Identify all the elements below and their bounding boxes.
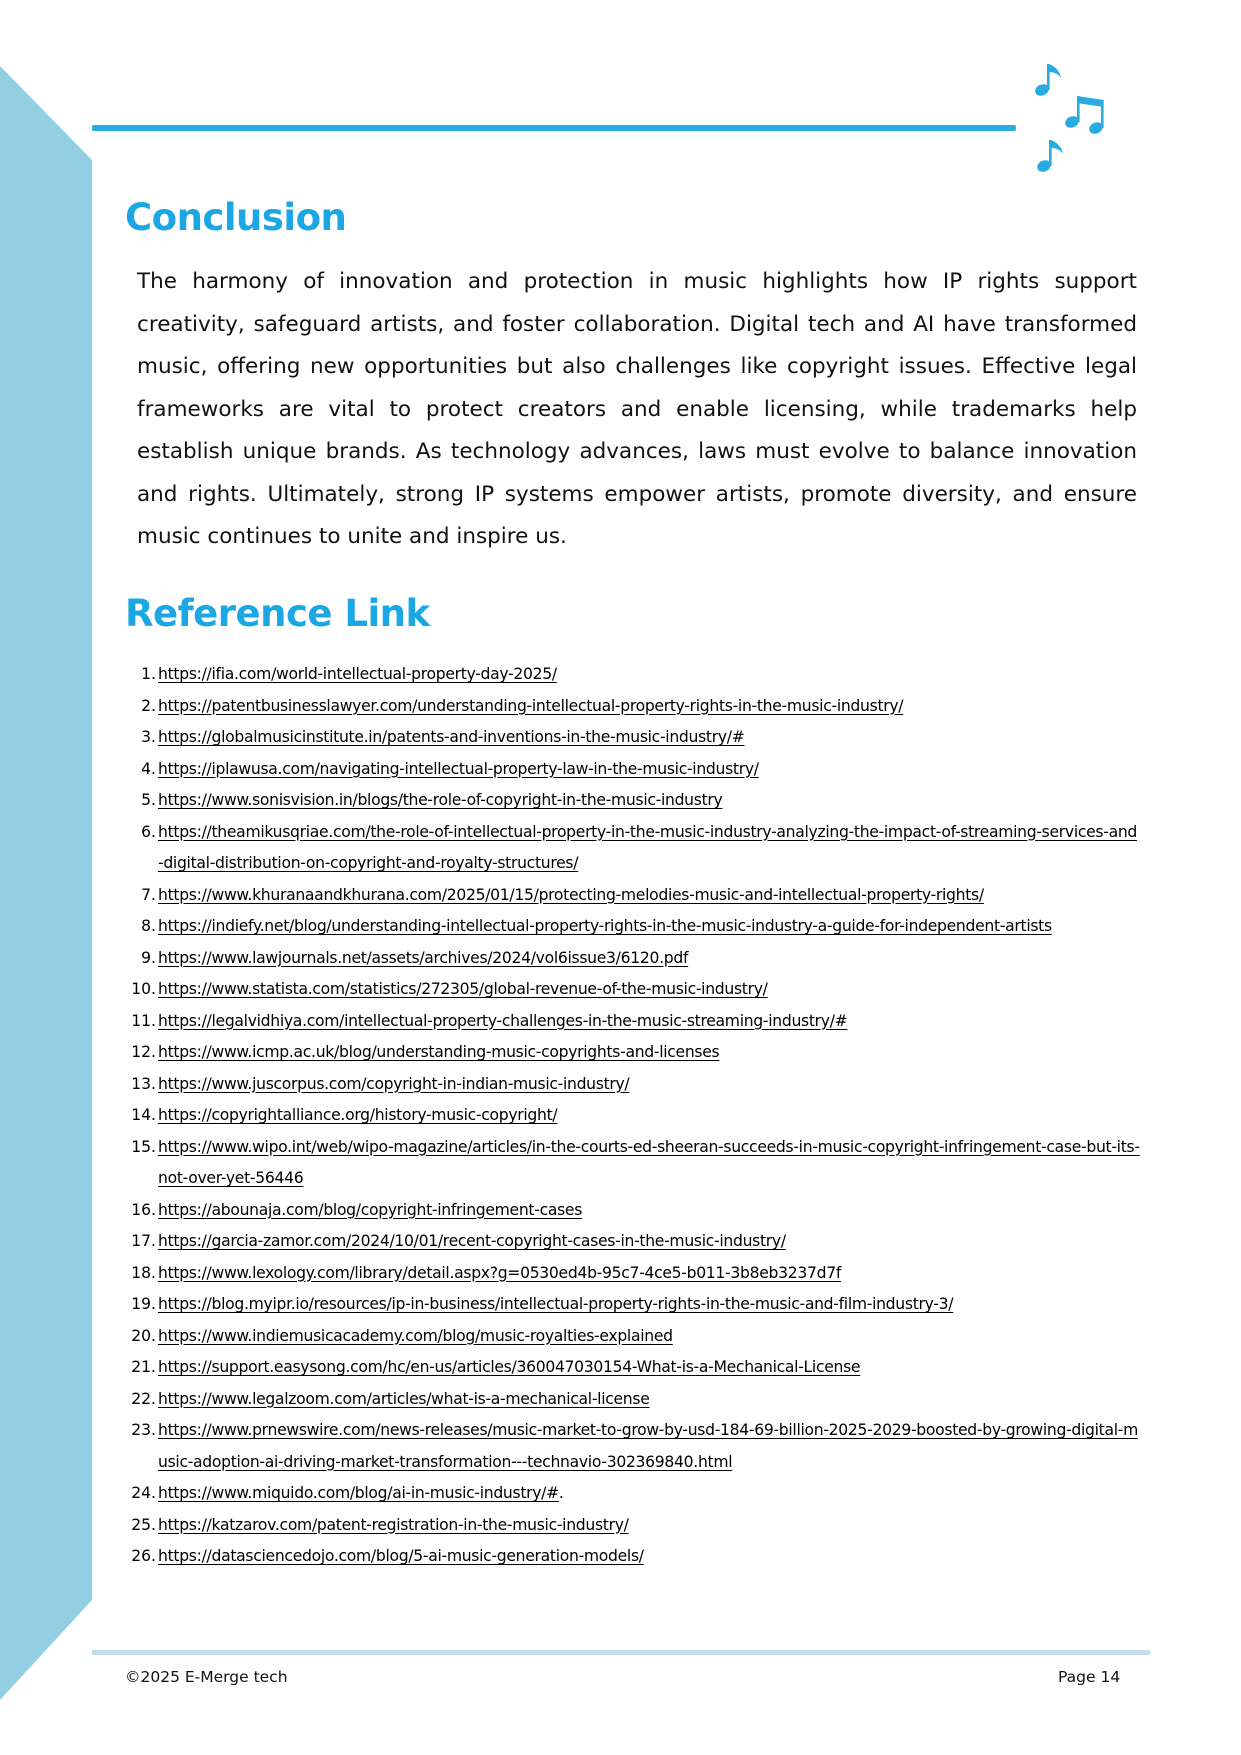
reference-number: 17.: [131, 1232, 156, 1250]
reference-number: 3.: [141, 728, 156, 746]
reference-item: [110, 1069, 1140, 1101]
reference-link[interactable]: https://www.lexology.com/library/detail.aspx?g=0530ed4b-95c7-4ce5-b011-3b8eb3237d7f: [158, 1263, 842, 1282]
reference-suffix: .: [558, 1484, 564, 1502]
reference-number: 26.: [131, 1547, 156, 1565]
reference-number: 9.: [141, 948, 156, 967]
reference-item: [110, 1384, 1140, 1416]
music-notes-icon: [1030, 58, 1140, 178]
reference-item: [110, 722, 1140, 754]
reference-link[interactable]: https://www.khuranaandkhurana.com/2025/01/15/protecting-melodies-music-and-intellectual-property-rights/: [158, 885, 984, 904]
reference-link[interactable]: https://indiefy.net/blog/understanding-intellectual-property-rights-in-the-music-industry-a-guide-for-independent-artists: [158, 917, 1052, 935]
reference-link[interactable]: https://www.wipo.int/web/wipo-magazine/articles/in-the-courts-ed-sheeran-succeeds-in-music-copyright-infringement-case-but-its-not-over-yet-56446: [158, 1137, 1140, 1187]
reference-item: [110, 659, 1140, 691]
reference-number: 7.: [141, 885, 156, 904]
reference-link[interactable]: https://www.lawjournals.net/assets/archives/2024/vol6issue3/6120.pdf: [158, 948, 689, 967]
reference-item: [110, 1289, 1140, 1321]
reference-link[interactable]: https://www.legalzoom.com/articles/what-is-a-mechanical-license: [158, 1389, 650, 1408]
reference-link[interactable]: https://www.indiemusicacademy.com/blog/music-royalties-explained: [158, 1326, 673, 1345]
reference-link[interactable]: https://www.statista.com/statistics/272305/global-revenue-of-the-music-industry/: [158, 980, 768, 998]
reference-number: 20.: [131, 1326, 156, 1345]
reference-item: [110, 1100, 1140, 1132]
reference-number: 10.: [131, 980, 156, 998]
reference-item: [110, 911, 1140, 943]
reference-link[interactable]: https://iplawusa.com/navigating-intellectual-property-law-in-the-music-industry/: [158, 759, 759, 778]
reference-number: 6.: [141, 822, 156, 841]
reference-item: [110, 1478, 1140, 1510]
header-rule: [92, 125, 1016, 131]
reference-link[interactable]: https://globalmusicinstitute.in/patents-and-inventions-in-the-music-industry/#: [158, 728, 745, 746]
reference-number: 5.: [141, 791, 156, 809]
reference-number: 8.: [141, 917, 156, 935]
conclusion-paragraph: The harmony of innovation and protection in music highlights how IP rights support creativity, safeguard artists, and foster collaboration. Digital tech and AI have transformed music, offering new opportunities but also challenges like copyright issues. Effective legal frameworks are vital to protect creators and enable licensing, while trademarks help establish unique brands. As technology advances, laws must evolve to balance innovation and rights. Ultimately, strong IP systems empower artists, promote diversity, and ensure music continues to unite and inspire us.: [137, 269, 1137, 549]
reference-link[interactable]: https://ifia.com/world-intellectual-property-day-2025/: [158, 665, 557, 683]
conclusion-heading: Conclusion: [125, 196, 347, 239]
reference-link[interactable]: https://blog.myipr.io/resources/ip-in-business/intellectual-property-rights-in-the-music-and-film-industry-3/: [158, 1295, 954, 1313]
reference-link[interactable]: https://katzarov.com/patent-registration-in-the-music-industry/: [158, 1515, 629, 1534]
reference-number: 23.: [131, 1421, 156, 1439]
reference-item: [110, 691, 1140, 723]
reference-item: [110, 1258, 1140, 1290]
reference-number: 2.: [141, 696, 156, 715]
reference-link[interactable]: https://www.miquido.com/blog/ai-in-music-industry/#: [158, 1484, 559, 1502]
reference-link[interactable]: https://support.easysong.com/hc/en-us/articles/360047030154-What-is-a-Mechanical-License: [158, 1358, 861, 1376]
reference-link[interactable]: https://www.juscorpus.com/copyright-in-indian-music-industry/: [158, 1074, 630, 1093]
reference-item: [110, 1321, 1140, 1353]
reference-number: 21.: [131, 1358, 156, 1376]
reference-number: 11.: [131, 1011, 156, 1030]
side-decoration-band: [0, 0, 95, 1755]
footer-copyright: ©2025 E-Merge tech: [125, 1668, 288, 1686]
reference-number: 14.: [131, 1106, 156, 1124]
reference-link[interactable]: https://abounaja.com/blog/copyright-infringement-cases: [158, 1200, 583, 1219]
reference-number: 15.: [131, 1137, 156, 1156]
reference-number: 13.: [131, 1074, 156, 1093]
reference-link[interactable]: https://www.sonisvision.in/blogs/the-role-of-copyright-in-the-music-industry: [158, 791, 723, 809]
reference-item: [110, 1006, 1140, 1038]
reference-link[interactable]: https://copyrightalliance.org/history-music-copyright/: [158, 1106, 558, 1124]
reference-item: [110, 1037, 1140, 1069]
reference-item: [110, 880, 1140, 912]
reference-number: 1.: [141, 665, 156, 683]
reference-item: [110, 817, 1140, 880]
reference-link[interactable]: https://www.prnewswire.com/news-releases/music-market-to-grow-by-usd-184-69-billion-2025-2029-boosted-by-growing-digital-music-adoption-ai-driving-market-transformation---technavio-302369840.html: [158, 1421, 1138, 1471]
reference-number: 22.: [131, 1389, 156, 1408]
reference-link[interactable]: https://legalvidhiya.com/intellectual-property-challenges-in-the-music-streaming-industry/#: [158, 1011, 848, 1030]
reference-item: [110, 1415, 1140, 1478]
reference-item: [110, 754, 1140, 786]
reference-number: 4.: [141, 759, 156, 778]
reference-number: 25.: [131, 1515, 156, 1534]
footer-page-number: Page 14: [1058, 1668, 1121, 1686]
reference-number: 19.: [131, 1295, 156, 1313]
reference-link[interactable]: https://theamikusqriae.com/the-role-of-intellectual-property-in-the-music-industry-analyzing-the-impact-of-streaming-services-and-digital-distribution-on-copyright-and-royalty-structures/: [158, 822, 1138, 872]
reference-link[interactable]: https://datasciencedojo.com/blog/5-ai-music-generation-models/: [158, 1547, 644, 1565]
reference-item: [110, 943, 1140, 975]
reference-item: [110, 1195, 1140, 1227]
reference-link-heading: Reference Link: [125, 592, 430, 635]
reference-number: 16.: [131, 1200, 156, 1219]
reference-link[interactable]: https://www.icmp.ac.uk/blog/understanding-music-copyrights-and-licenses: [158, 1043, 720, 1061]
reference-link[interactable]: https://patentbusinesslawyer.com/understanding-intellectual-property-rights-in-the-music-industry/: [158, 696, 904, 715]
footer-rule: [92, 1650, 1150, 1655]
reference-number: 18.: [131, 1263, 156, 1282]
reference-item: [110, 1510, 1140, 1542]
reference-item: [110, 1226, 1140, 1258]
reference-link[interactable]: https://garcia-zamor.com/2024/10/01/recent-copyright-cases-in-the-music-industry/: [158, 1232, 786, 1250]
reference-item: [110, 785, 1140, 817]
reference-item: [110, 1132, 1140, 1195]
reference-number: 12.: [131, 1043, 156, 1061]
reference-list: [110, 659, 1140, 1573]
reference-item: [110, 1541, 1140, 1573]
reference-item: [110, 974, 1140, 1006]
reference-item: [110, 1352, 1140, 1384]
reference-number: 24.: [131, 1484, 156, 1502]
